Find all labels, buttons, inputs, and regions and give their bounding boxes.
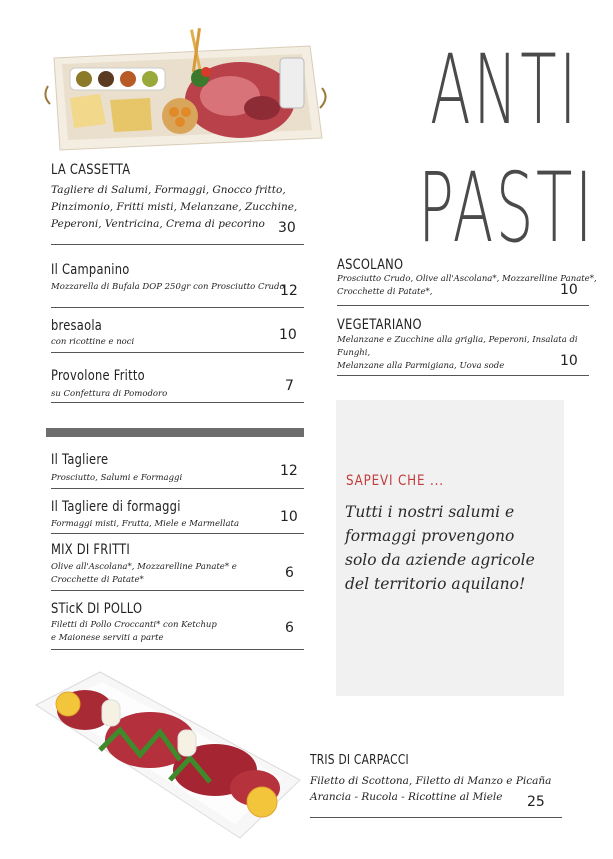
desc-line: Arancia - Rucola - Ricottine al Miele bbox=[310, 791, 503, 803]
desc-line: Prosciutto Crudo, Olive all'Ascolana*, Mozzarelline Panate*, bbox=[337, 274, 597, 284]
desc-line: Peperoni, Ventricina, Crema di pecorino bbox=[51, 218, 265, 230]
desc-line: Pinzimonio, Fritti misti, Melanzane, Zucchine, bbox=[51, 201, 298, 213]
item-name-mix-di-fritti: MIX DI FRITTI bbox=[51, 542, 131, 558]
item-desc-ascolano bbox=[337, 273, 597, 299]
divider bbox=[51, 533, 304, 534]
item-name-tagliere-formaggi: Il Tagliere di formaggi bbox=[51, 499, 181, 515]
item-desc-il-campanino: Mozzarella di Bufala DOP 250gr con Prosciutto Crudo bbox=[51, 282, 285, 292]
divider bbox=[51, 590, 304, 591]
antipasto-board-image bbox=[40, 28, 330, 158]
desc-line: Olive all'Ascolana*, Mozzarelline Panate* e bbox=[51, 562, 237, 572]
item-name-stick-di-pollo: STicK DI POLLO bbox=[51, 601, 143, 617]
item-price-stick-di-pollo: 6 bbox=[285, 620, 294, 636]
item-name-provolone-fritto: Provolone Fritto bbox=[51, 368, 145, 384]
item-price-ascolano: 10 bbox=[560, 282, 578, 298]
page-title-line1: ANTI bbox=[430, 34, 580, 146]
divider bbox=[337, 375, 589, 376]
divider bbox=[310, 817, 562, 818]
desc-line: Crocchette di Patate* bbox=[51, 575, 144, 585]
divider bbox=[51, 352, 304, 353]
item-desc-la-cassetta bbox=[51, 182, 297, 233]
divider bbox=[51, 402, 304, 403]
info-box-title: SAPEVI CHE ... bbox=[346, 473, 444, 489]
item-name-la-cassetta: LA CASSETTA bbox=[51, 162, 131, 178]
item-desc-il-tagliere: Prosciutto, Salumi e Formaggi bbox=[51, 473, 183, 483]
item-desc-bresaola: con ricottine e noci bbox=[51, 337, 135, 347]
item-price-mix-di-fritti: 6 bbox=[285, 565, 294, 581]
info-box-text: Tutti i nostri salumi e formaggi provengono solo da aziende agricole del territorio aquilano! bbox=[345, 503, 535, 593]
section-divider-bar bbox=[46, 428, 304, 437]
item-desc-tris-di-carpacci bbox=[310, 773, 551, 805]
desc-line: Melanzane e Zucchine alla griglia, Peperoni, Insalata di Funghi, bbox=[337, 335, 578, 358]
item-desc-mix-di-fritti bbox=[51, 561, 237, 587]
carpaccio-platter-image bbox=[30, 660, 305, 845]
item-name-vegetariano: VEGETARIANO bbox=[337, 317, 422, 333]
item-name-il-campanino: Il Campanino bbox=[51, 262, 130, 278]
item-desc-stick-di-pollo bbox=[51, 619, 217, 645]
divider bbox=[337, 305, 589, 306]
desc-line: Crocchette di Patate*, bbox=[337, 287, 433, 297]
item-price-il-campanino: 12 bbox=[280, 283, 298, 299]
divider bbox=[51, 244, 304, 245]
desc-line: Filetti di Pollo Croccanti* con Ketchup bbox=[51, 620, 217, 630]
item-name-ascolano: ASCOLANO bbox=[337, 257, 404, 273]
page-title-line2: PASTI bbox=[418, 152, 595, 264]
divider bbox=[51, 649, 304, 650]
item-price-provolone-fritto: 7 bbox=[285, 378, 294, 394]
item-price-vegetariano: 10 bbox=[560, 353, 578, 369]
item-name-tris-di-carpacci: TRIS DI CARPACCI bbox=[310, 753, 409, 768]
item-price-tagliere-formaggi: 10 bbox=[280, 509, 298, 525]
desc-line: Melanzane alla Parmigiana, Uova sode bbox=[337, 361, 505, 371]
item-price-il-tagliere: 12 bbox=[280, 463, 298, 479]
desc-line: e Maionese serviti a parte bbox=[51, 633, 164, 643]
item-name-bresaola: bresaola bbox=[51, 318, 103, 334]
item-desc-tagliere-formaggi: Formaggi misti, Frutta, Miele e Marmellata bbox=[51, 519, 240, 529]
item-name-il-tagliere: Il Tagliere bbox=[51, 452, 109, 468]
item-price-tris-di-carpacci: 25 bbox=[527, 794, 545, 810]
divider bbox=[51, 307, 304, 308]
item-price-la-cassetta: 30 bbox=[278, 220, 296, 236]
desc-line: Filetto di Scottona, Filetto di Manzo e Picaña bbox=[310, 775, 552, 787]
desc-line: Tagliere di Salumi, Formaggi, Gnocco fritto, bbox=[51, 184, 286, 196]
item-price-bresaola: 10 bbox=[279, 327, 297, 343]
divider bbox=[51, 488, 304, 489]
item-desc-provolone-fritto: su Confettura di Pomodoro bbox=[51, 389, 168, 399]
